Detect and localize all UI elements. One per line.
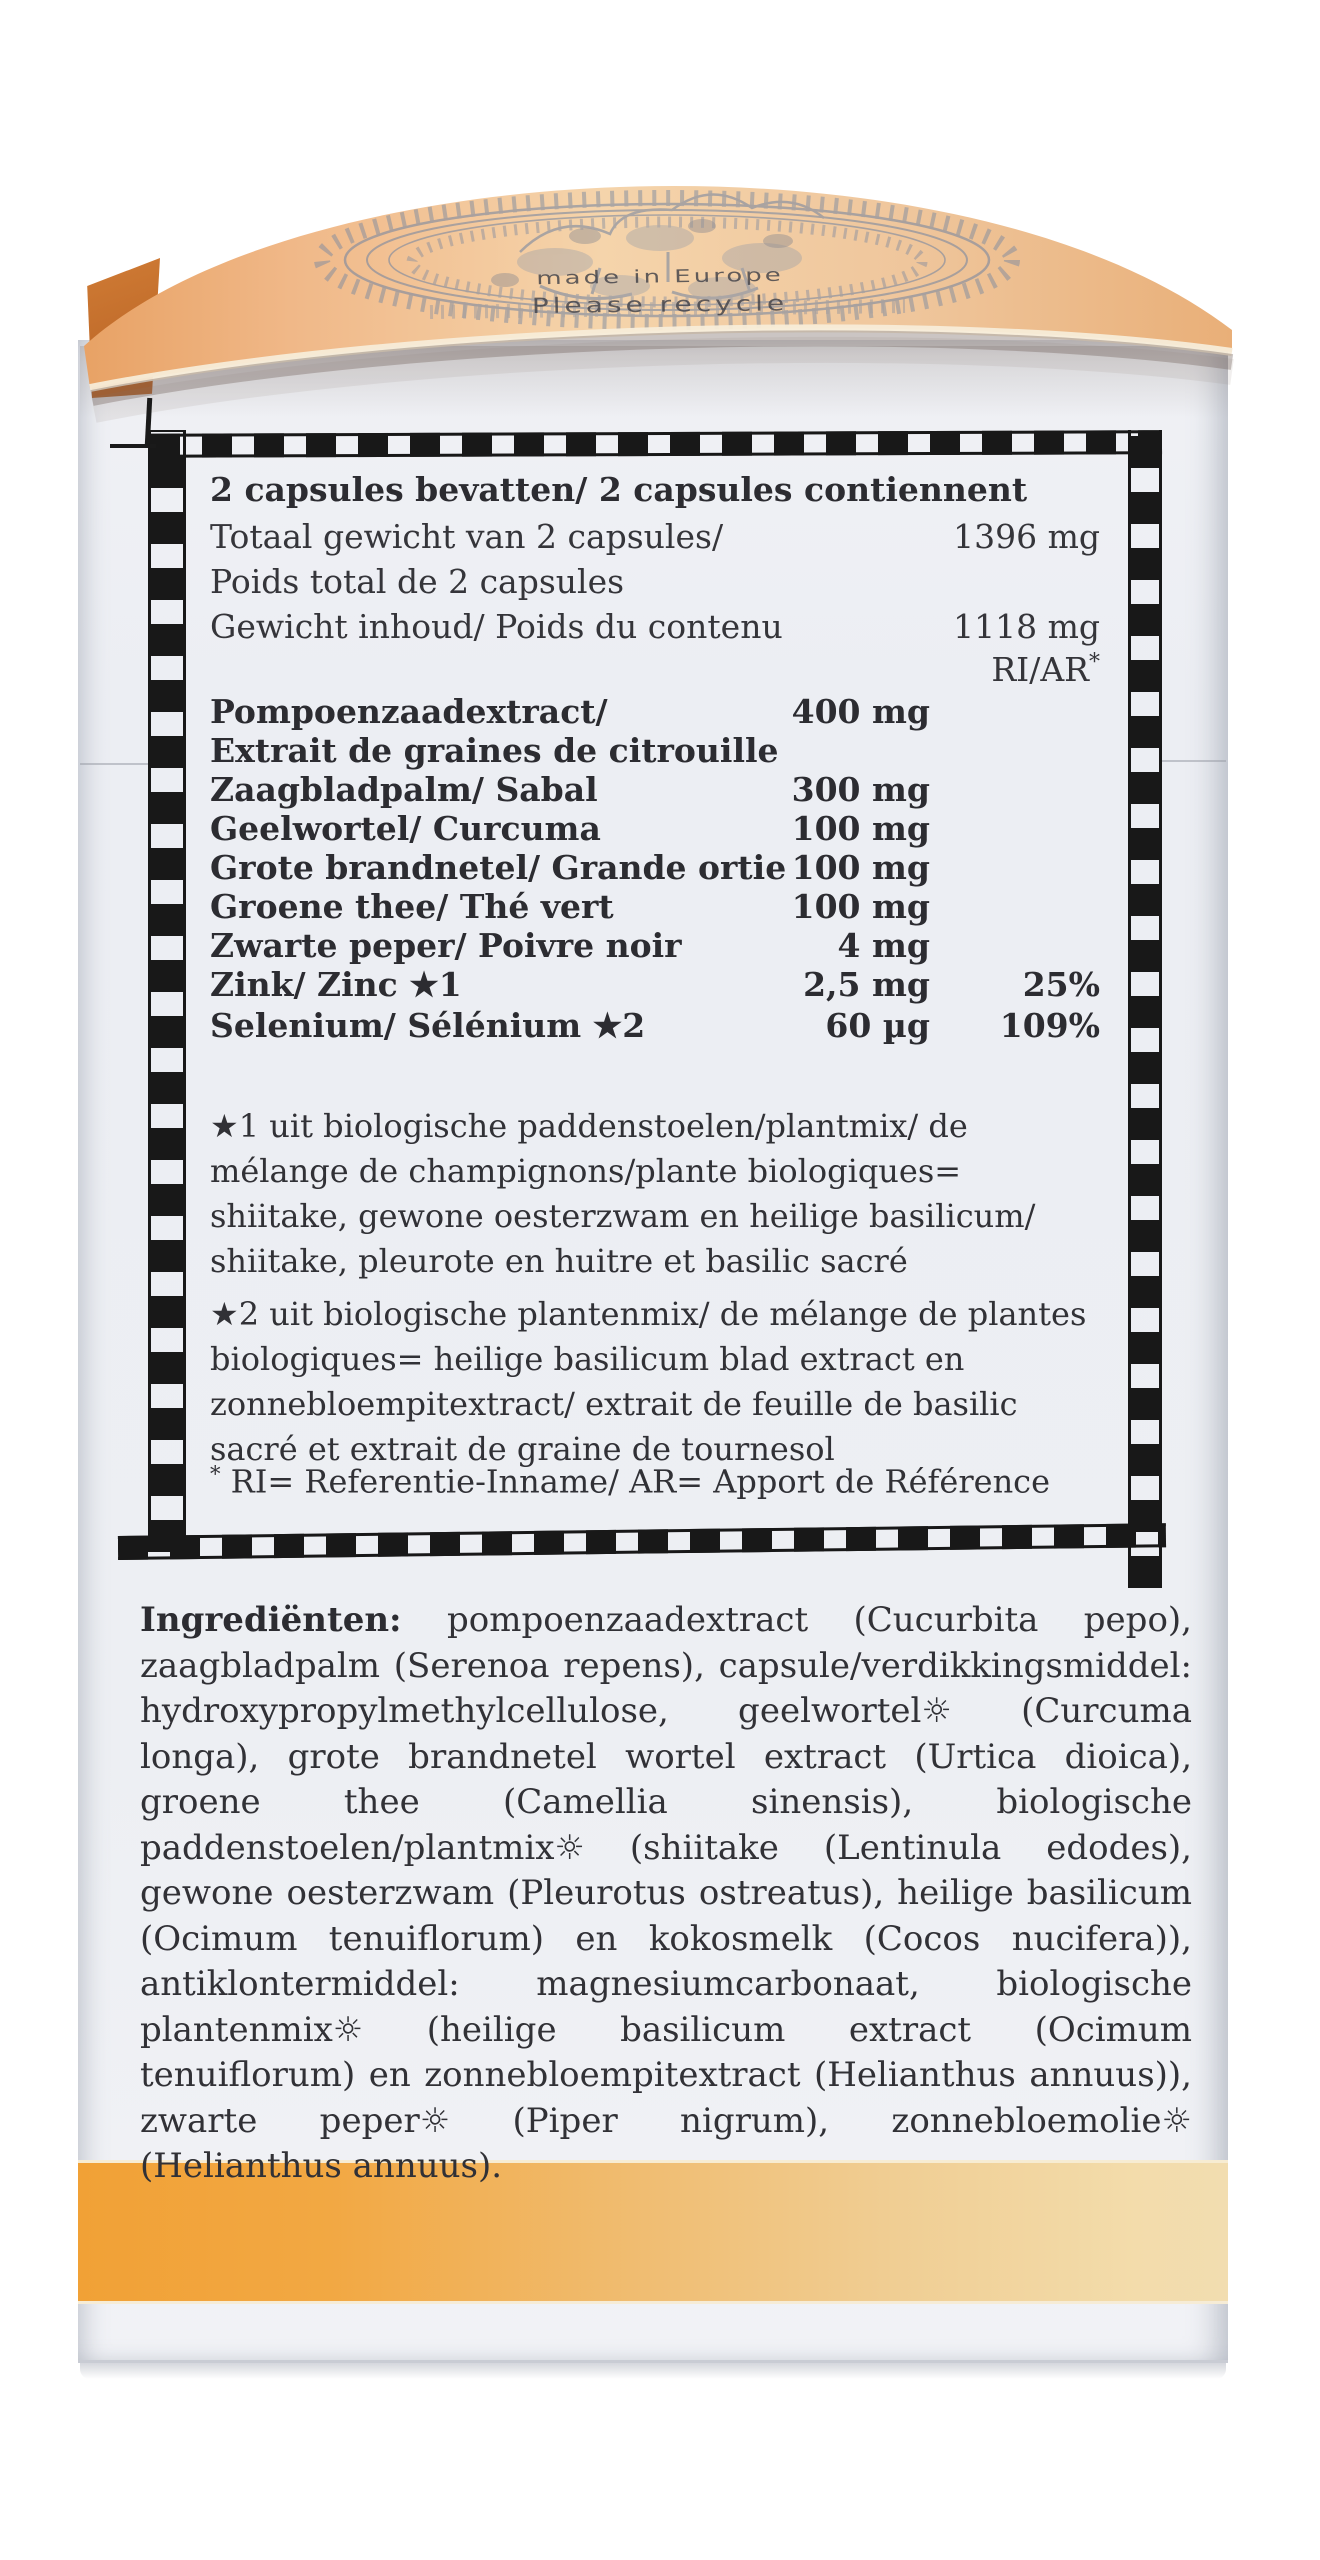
table-header-label: 2 capsules bevatten/ 2 capsules contiennent: [210, 470, 1028, 509]
nutrient-amount: 4 mg: [837, 926, 930, 965]
ingredients-label: Ingrediënten:: [140, 1600, 402, 1640]
total-weight-label-fr: Poids total de 2 capsules: [210, 562, 625, 601]
footnote-ri: [210, 1452, 1102, 1505]
table-row: [210, 770, 1100, 812]
table-border-right: [1128, 430, 1162, 1588]
table-row: [210, 809, 1100, 851]
nutrient-name: Zwarte peper/ Poivre noir: [210, 926, 682, 965]
table-border-left: [148, 430, 186, 1552]
ri-column-header: [210, 650, 1100, 692]
ri-header-text: RI/AR: [991, 650, 1089, 689]
nutrient-amount: 100 mg: [791, 848, 930, 887]
box-bottom-edge-shadow: [80, 2363, 1226, 2379]
ri-footnote-asterisk: *: [210, 1462, 221, 1486]
content-weight-row: [210, 607, 1100, 649]
table-header: [210, 470, 1100, 512]
total-weight-row-fr: [210, 562, 1100, 604]
nutrient-amount: 300 mg: [791, 770, 930, 809]
nutrient-name: Zink/ Zinc ★1: [210, 965, 462, 1004]
content-weight-label: Gewicht inhoud/ Poids du contenu: [210, 607, 783, 646]
table-border-top: [150, 430, 1162, 458]
content-weight-value: 1118 mg: [953, 607, 1100, 646]
nutrient-name: Zaagbladpalm/ Sabal: [210, 770, 598, 809]
nutrient-amount: 2,5 mg: [803, 965, 930, 1004]
table-row: [210, 848, 1100, 890]
total-weight-row: [210, 517, 1100, 559]
nutrient-ri-percent: 109%: [999, 1006, 1100, 1045]
ri-footnote-text: RI= Referentie-Inname/ AR= Apport de Référence: [220, 1462, 1051, 1501]
nutrient-name: Extrait de graines de citrouille: [210, 731, 779, 770]
footnote-star1: ★1 uit biologische paddenstoelen/plantmix/ de mélange de champignons/plante biologiques= shiitake, gewone oesterzwam en heilige basilicum/ shiitake, pleurote en huitre et basilic sacré: [210, 1107, 1036, 1280]
table-row: [210, 887, 1100, 929]
nutrient-amount: 100 mg: [791, 887, 930, 926]
nutrient-name: Selenium/ Sélénium ★2: [210, 1006, 646, 1045]
box-seam-right: [1162, 760, 1226, 762]
nutrient-amount: 400 mg: [791, 692, 930, 731]
table-row: [210, 731, 1100, 773]
table-row: [210, 1006, 1100, 1048]
box-seam-left: [80, 763, 148, 765]
nutrient-name: Grote brandnetel/ Grande ortie: [210, 848, 787, 887]
ingredients-paragraph: [140, 1598, 1192, 2190]
box-top-flap: [0, 0, 1320, 470]
total-weight-label: Totaal gewicht van 2 capsules/: [210, 517, 724, 556]
please-recycle-text: Please recycle: [531, 290, 789, 319]
nutrient-amount: 60 µg: [825, 1006, 930, 1045]
table-row: [210, 965, 1100, 1007]
footnote-star2: ★2 uit biologische plantenmix/ de mélange de plantes biologiques= heilige basilicum blad extract en zonnebloempitextract/ extrait de feuille de basilic sacré et extrait de graine de tournesol: [210, 1295, 1087, 1468]
nutrient-ri-percent: 25%: [1022, 965, 1100, 1004]
nutrient-amount: 100 mg: [791, 809, 930, 848]
nutrient-name: Pompoenzaadextract/: [210, 692, 608, 731]
table-border-corner-tick-h: [110, 444, 156, 448]
table-row: [210, 926, 1100, 968]
total-weight-value: 1396 mg: [953, 517, 1100, 556]
nutrient-name: Geelwortel/ Curcuma: [210, 809, 601, 848]
made-in-europe-text: made in Europe: [535, 265, 785, 289]
table-row: [210, 692, 1100, 734]
ingredients-text: pompoenzaadextract (Cucurbita pepo), zaagbladpalm (Serenoa repens), capsule/verdikkingsmiddel: hydroxypropylmethylcellulose, geelwortel☼ (Curcuma longa), grote brandnetel wortel extract (Urtica dioica), groene thee (Camellia sinensis), biologische paddenstoelen/plantmix☼ (shiitake (Lentinula edodes), gewone oesterzwam (Pleurotus ostreatus), heilige basilicum (Ocimum tenuiflorum) en kokosmelk (Cocos nucifera)), antiklontermiddel: magnesiumcarbonaat, biologische plantenmix☼ (heilige basilicum extract (Ocimum tenuiflorum) en zonnebloempitextract (Helianthus annuus)), zwarte peper☼ (Piper nigrum), zonnebloemolie☼ (Helianthus annuus).: [140, 1600, 1192, 2186]
nutrient-name: Groene thee/ Thé vert: [210, 887, 614, 926]
ri-header-asterisk: *: [1089, 650, 1100, 675]
